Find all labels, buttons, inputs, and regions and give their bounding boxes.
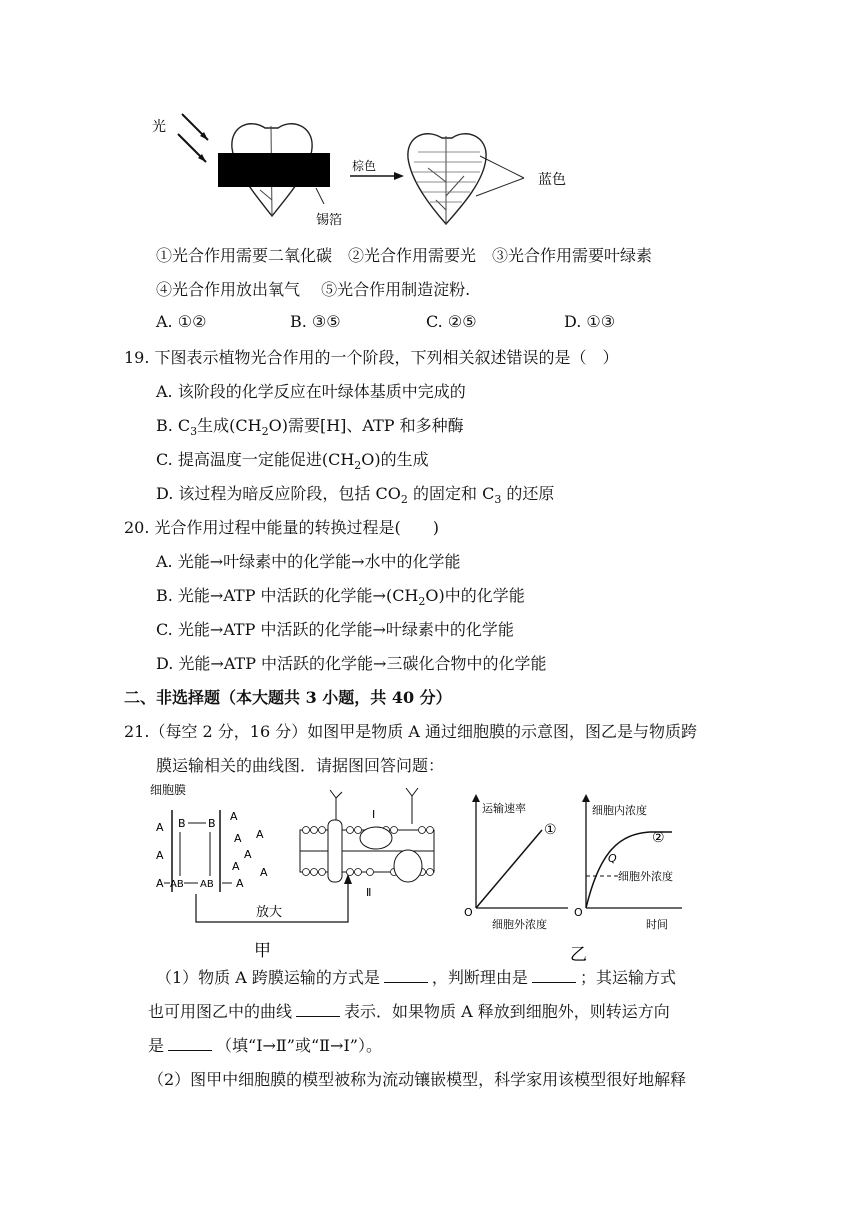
text: 的还原 (501, 484, 555, 503)
lipid-bilayer (300, 788, 434, 882)
letter-a: A (260, 866, 268, 879)
letter-b: B (178, 817, 186, 830)
origin-label: O (464, 906, 473, 919)
text: 的固定和 C (407, 484, 495, 503)
jia-label: 甲 (254, 941, 271, 961)
answer-blank[interactable] (168, 1036, 212, 1051)
q18-option-d[interactable]: D. ①③ (564, 312, 616, 331)
text: 是 (148, 1036, 165, 1055)
tin-foil-label: 锡箔 (316, 213, 343, 228)
graph1-y-label: 运输速率 (482, 802, 526, 815)
origin-label: O (574, 906, 583, 919)
text: （1）物质 A 跨膜运输的方式是 (156, 968, 380, 987)
q18-statements-line1: ①光合作用需要二氧化碳 ②光合作用需要光 ③光合作用需要叶绿素 (156, 246, 653, 265)
blue-pointer-2 (476, 178, 524, 196)
text: 生成(CH (197, 416, 262, 435)
subscript: 2 (261, 425, 269, 439)
q21-part1-line2 (148, 1001, 670, 1023)
right-leaf-veins (428, 136, 464, 224)
letter-a: A (156, 821, 164, 834)
tin-foil-strip (218, 153, 330, 187)
leaf-experiment-figure (140, 112, 590, 234)
letter-a: A (232, 860, 240, 873)
q21-stem-line2: 膜运输相关的曲线图．请据图回答问题： (156, 756, 445, 775)
roman-one-label: Ⅰ (372, 808, 376, 821)
letter-a: A (156, 877, 164, 890)
text: 也可用图乙中的曲线 (148, 1002, 293, 1021)
graph2-dash-label: 细胞外浓度 (618, 870, 673, 883)
letter-a: A (236, 877, 244, 890)
text: ；其运输方式 (579, 968, 676, 987)
letter-ab: AB (200, 879, 214, 890)
answer-blank[interactable] (532, 968, 576, 983)
light-label: 光 (152, 119, 166, 135)
letter-a: A (234, 832, 242, 845)
subscript: 2 (354, 459, 362, 473)
q20-stem: 20. 光合作用过程中能量的转换过程是( ) (124, 518, 440, 537)
graph2-curve-label: ② (652, 830, 665, 846)
answer-blank[interactable] (384, 968, 428, 983)
subscript: 2 (418, 595, 426, 609)
brown-label: 棕色 (352, 159, 377, 173)
text: ，判断理由是 (431, 968, 528, 987)
graph1-x-label: 细胞外浓度 (492, 918, 547, 931)
q18-statements-line2: ④光合作用放出氧气 ⑤光合作用制造淀粉. (156, 280, 471, 299)
letter-a: A (256, 828, 264, 841)
letter-b: B (208, 817, 216, 830)
q19-option-a[interactable]: A. 该阶段的化学反应在叶绿体基质中完成的 (156, 382, 466, 401)
subscript: 3 (494, 493, 502, 507)
q18-option-b[interactable]: B. ③⑤ (290, 312, 341, 331)
letter-a: A (156, 849, 164, 862)
subscript: 2 (400, 493, 408, 507)
process-arrowhead (394, 172, 404, 180)
subscript: 3 (190, 425, 198, 439)
q20-option-a[interactable]: A. 光能→叶绿素中的化学能→水中的化学能 (156, 552, 461, 571)
text: 表示．如果物质 A 释放到细胞外，则转运方向 (344, 1002, 670, 1021)
section-heading: 二、非选择题（本大题共 3 小题，共 40 分） (124, 688, 452, 707)
text: C. 提高温度一定能促进(CH (156, 450, 355, 469)
q21-part1-line3 (148, 1035, 382, 1057)
q20-option-b[interactable] (156, 585, 525, 613)
membrane-transport-figure (150, 780, 690, 966)
graph2-point-q: Q (608, 852, 617, 865)
q21-part2-line1: （2）图甲中细胞膜的模型被称为流动镶嵌模型，科学家用该模型很好地解释 (148, 1070, 687, 1089)
text: B. C (156, 416, 191, 435)
curve-one (476, 830, 542, 908)
blue-label: 蓝色 (538, 172, 566, 188)
graph2-x-label: 时间 (646, 918, 668, 931)
q19-stem: 19. 下图表示植物光合作用的一个阶段，下列相关叙述错误的是（ ） (124, 348, 619, 367)
q18-option-a[interactable]: A. ①② (156, 312, 207, 331)
q18-options (156, 312, 616, 336)
q20-option-c[interactable]: C. 光能→ATP 中活跃的化学能→叶绿素中的化学能 (156, 620, 514, 639)
q21-part1-line1 (156, 967, 676, 989)
graph1-curve-label: ① (544, 822, 557, 838)
text: O)的生成 (361, 450, 429, 469)
text: （填“Ⅰ→Ⅱ”或“Ⅱ→Ⅰ”）。 (216, 1036, 382, 1055)
text: B. 光能→ATP 中活跃的化学能→(CH (156, 586, 419, 605)
roman-two-label: Ⅱ (366, 886, 372, 899)
text: D. 该过程为暗反应阶段，包括 CO (156, 484, 401, 503)
blue-pointer-1 (480, 156, 524, 178)
membrane-label: 细胞膜 (150, 783, 187, 797)
foil-pointer (316, 188, 324, 204)
text: O)中的化学能 (425, 586, 525, 605)
q19-option-c[interactable] (156, 449, 429, 477)
letter-a: A (230, 810, 238, 823)
enlarge-label: 放大 (256, 905, 283, 920)
yi-label: 乙 (570, 945, 587, 965)
q19-option-d[interactable] (156, 483, 554, 511)
q19-option-b[interactable] (156, 415, 464, 443)
answer-blank[interactable] (296, 1002, 340, 1017)
q21-stem-line1: 21.（每空 2 分，16 分）如图甲是物质 A 通过细胞膜的示意图，图乙是与物质跨 (124, 722, 697, 741)
q20-option-d[interactable]: D. 光能→ATP 中活跃的化学能→三碳化合物中的化学能 (156, 654, 547, 673)
graph2-y-label: 细胞内浓度 (592, 804, 647, 817)
q18-option-c[interactable]: C. ②⑤ (426, 312, 477, 331)
letter-a: A (244, 848, 252, 861)
right-leaf-outline (408, 134, 486, 224)
text: O)需要[H]、ATP 和多种酶 (268, 416, 464, 435)
letter-ab: AB (170, 879, 184, 890)
